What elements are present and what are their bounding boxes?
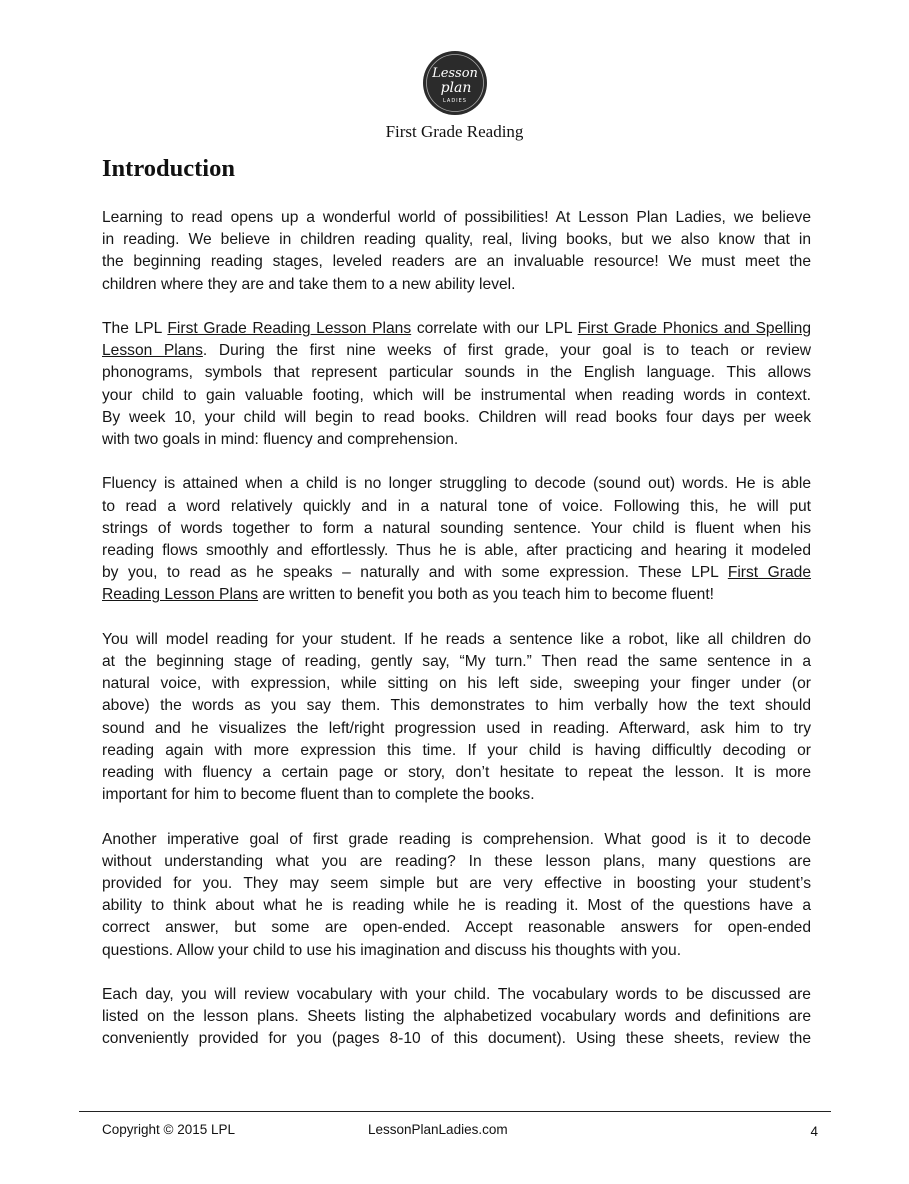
text-line: Learning to read opens up a wonderful world of possibilities! At Lesson Plan Ladies, we believe (102, 209, 811, 226)
text-line: questions. Allow your child to use his imagination and discuss his thoughts with you. (102, 941, 682, 959)
text-line: strings of words together to form a natural sounding sentence. Your child is fluent when his (102, 519, 811, 537)
document-body (102, 207, 811, 1073)
text-line: in reading. We believe in children reading quality, real, living books, but we also know that in (102, 231, 811, 249)
text-line: without understanding what you are reading? In these lesson plans, many questions are (102, 852, 811, 870)
footer-divider (79, 1111, 831, 1112)
reading-lesson-plans-link[interactable]: Reading Lesson Plans (102, 586, 259, 604)
svg-text:LADIES: LADIES (443, 98, 467, 104)
section-heading: Introduction (102, 155, 235, 182)
header-title: First Grade Reading (385, 122, 524, 141)
text-line: to read a word relatively quickly and in a natural tone of voice. Following this, he will put (102, 497, 811, 515)
svg-text:plan: plan (440, 80, 472, 96)
text-line: the beginning reading stages, leveled readers are an invaluable resource! We must meet the (102, 253, 811, 271)
text-line: with two goals in mind: fluency and comprehension. (102, 431, 459, 449)
paragraph-2 (102, 318, 811, 451)
paragraph-3 (102, 473, 811, 606)
paragraph-4 (102, 629, 811, 807)
text-line: listed on the lesson plans. Sheets listing the alphabetized vocabulary words and definitions are (102, 1008, 811, 1026)
page-footer (102, 1122, 818, 1142)
text-line: Fluency is attained when a child is no longer struggling to decode (sound out) words. He is able (102, 475, 811, 493)
text-line: at the beginning stage of reading, gently say, “My turn.” Then read the same sentence in a (102, 653, 811, 671)
paragraph-5 (102, 829, 811, 962)
text-line: your child to gain valuable footing, which will be instrumental when reading words in context. (102, 386, 811, 404)
copyright-notice: Copyright © 2015 LPL (102, 1122, 236, 1137)
text-line: important for him to become fluent than to complete the books. (102, 786, 535, 804)
text-line: Another imperative goal of first grade reading is comprehension. What good is it to decode (102, 830, 811, 848)
text-line: Reading Lesson Plans are written to benefit you both as you teach him to become fluent! (102, 586, 714, 604)
text-line: sound and he visualizes the left/right progression used in reading. Afterward, ask him to try (102, 719, 811, 737)
text-line: You will model reading for your student. If he reads a sentence like a robot, like all children do (102, 630, 811, 648)
text-line: natural voice, with expression, while sitting on his left side, sweeping your finger under (or (102, 675, 811, 693)
lesson-plan-ladies-logo (422, 50, 488, 116)
first-grade-reading-link[interactable]: First Grade (727, 564, 811, 582)
text-line: children where they are and take them to a new ability level. (102, 275, 516, 293)
text-line: By week 10, your child will begin to read books. Children will read books four days per week (102, 408, 811, 426)
text-line: above) the words as you say them. This demonstrates to him verbally how the text should (102, 697, 811, 715)
text-line: The LPL First Grade Reading Lesson Plans correlate with our LPL First Grade Phonics and Spelling (102, 320, 811, 337)
text-line: reading flows smoothly and effortlessly. Thus he is able, after practicing and hearing it modeled (102, 542, 811, 560)
page-number: 4 (810, 1124, 818, 1139)
text-line: conveniently provided for you (pages 8-10 of this document). Using these sheets, review the (102, 1030, 811, 1048)
text-line: correct answer, but some are open-ended. Accept reasonable answers for open-ended (102, 919, 811, 937)
text-line: provided for you. They may seem simple but are very effective in boosting your student’s (102, 875, 811, 893)
text-line: Lesson Plans. During the first nine weeks of first grade, your goal is to teach or review (102, 342, 812, 360)
text-line: by you, to read as he speaks – naturally and with some expression. These LPL First Grade (102, 564, 811, 582)
website-link[interactable]: LessonPlanLadies.com (368, 1122, 508, 1137)
text-line: phonograms, symbols that represent particular sounds in the English language. This allows (102, 364, 811, 382)
text-line: ability to think about what he is reading while he is reading it. Most of the questions have a (102, 897, 811, 915)
text-line: reading again with more expression this time. If your child is having difficultly decoding or (102, 741, 811, 759)
paragraph-1 (102, 207, 811, 296)
phonics-lesson-plans-link[interactable]: Lesson Plans (102, 342, 203, 360)
text-line: reading with fluency a certain page or story, don’t hesitate to repeat the lesson. It is more (102, 764, 811, 782)
text-line: Each day, you will review vocabulary with your child. The vocabulary words to be discussed are (102, 986, 811, 1004)
first-grade-reading-lesson-plans-link[interactable]: First Grade Reading Lesson Plans (167, 320, 412, 337)
paragraph-6 (102, 984, 811, 1051)
svg-text:Lesson: Lesson (432, 66, 478, 81)
first-grade-phonics-spelling-link[interactable]: First Grade Phonics and Spelling (577, 320, 811, 337)
